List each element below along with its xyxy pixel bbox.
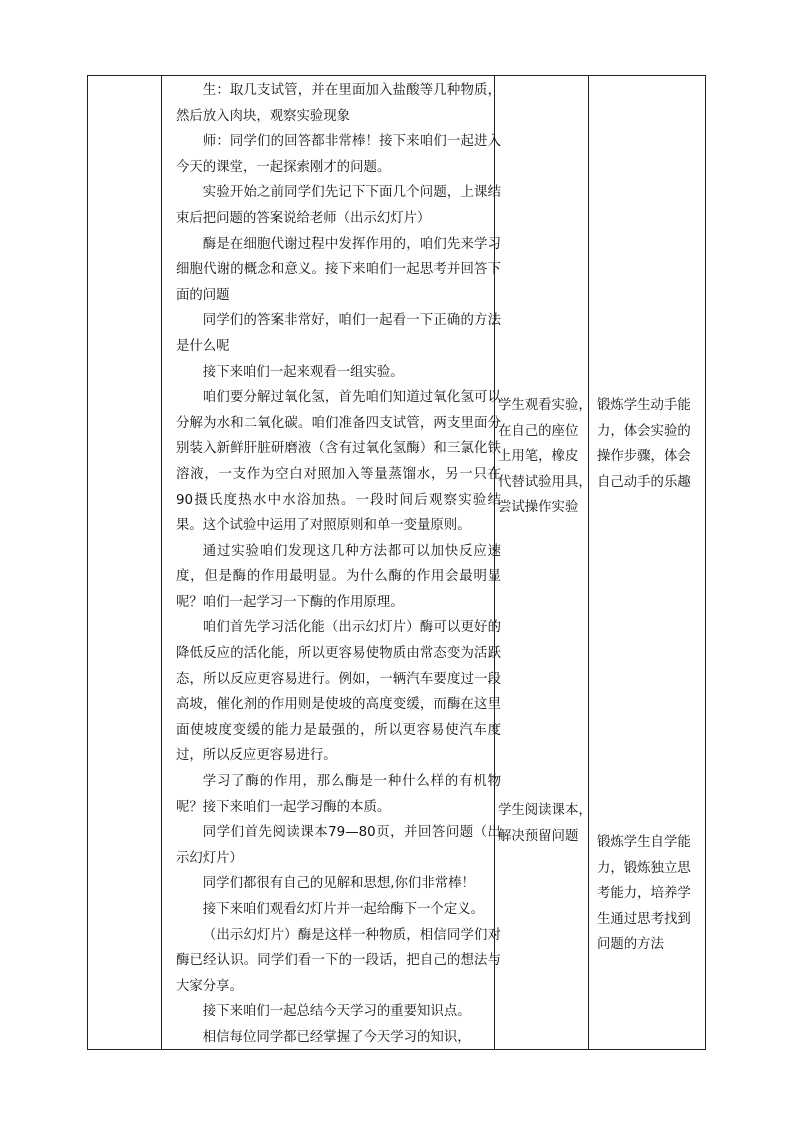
teaching-process-column xyxy=(168,76,509,1051)
paragraph: 相信每位同学都已经掌握了今天学习的知识， xyxy=(202,1029,471,1045)
paragraph: 学习了酶的作用，那么酶是一种什么样的有机物呢？接下来咱们一起学习酶的本质。 xyxy=(176,774,501,815)
paragraph: 接下来咱们一起总结今天学习的重要知识点。 xyxy=(202,1004,471,1020)
text-line: 操作步骤，体会 xyxy=(597,449,691,465)
paragraph: 师：同学们的回答都非常棒！接下来咱们一起进入今天的课堂，一起探索刚才的问题。 xyxy=(176,134,501,175)
text-line: 解决预留问题 xyxy=(498,828,579,844)
text-line: 学生阅读课本， xyxy=(498,803,592,818)
text-line: 自己动手的乐趣 xyxy=(597,474,691,490)
paragraph: 接下来咱们观看幻灯片并一起给酶下一个定义。 xyxy=(202,902,484,917)
text-line: 锻炼学生自学能 xyxy=(597,835,691,850)
paragraph: 同学们都很有自己的见解和思想,你们非常棒！ xyxy=(202,876,475,892)
paragraph: 实验开始之前同学们先记下下面几个问题，上课结束后把问题的答案说给老师（出示幻灯片） xyxy=(176,185,501,226)
column-divider xyxy=(588,76,589,1049)
column-divider xyxy=(161,76,162,1049)
text-line: 生通过思考找到 xyxy=(597,911,691,927)
paragraph: 通过实验咱们发现这几种方法都可以加快反应速度，但是酶的作用最明显。为什么酶的作用会最明显呢？咱们一起学习一下酶的作用原理。 xyxy=(176,543,501,610)
lesson-table xyxy=(87,75,706,1050)
text-line: 锻炼学生动手能 xyxy=(597,398,691,413)
text-line: 问题的方法 xyxy=(597,937,664,953)
paragraph: 接下来咱们一起来观看一组实验。 xyxy=(202,364,404,380)
text-line: 在自己的座位 xyxy=(498,423,579,439)
paragraph: 酶是在细胞代谢过程中发挥作用的，咱们先来学习细胞代谢的概念和意义。接下来咱们一起思考并回答下面的问题 xyxy=(176,236,501,303)
design-purpose-block-2 xyxy=(591,830,715,958)
paragraph: 咱们首先学习活化能（出示幻灯片）酶可以更好的降低反应的活化能，所以更容易使物质由常态变为活跃态，所以反应更容易进行。例如，一辆汽车要度过一段高坡，催化剂的作用则是使坡的高度变缓，而酶在这里面使坡度变缓的能力是最强的，所以更容易使汽车度过，所以反应更容易进行。 xyxy=(176,620,501,764)
student-activity-block-2 xyxy=(494,798,596,849)
paragraph: 生：取几支试管，并在里面加入盐酸等几种物质，然后放入肉块，观察实验现象 xyxy=(176,83,501,124)
text-line: 尝试操作实验 xyxy=(498,500,579,516)
paragraph: （出示幻灯片）酶是这样一种物质，相信同学们对酶已经认识。同学们看一下的一段话，把自己的想法与大家分享。 xyxy=(176,927,501,994)
text-line: 考能力，培养学 xyxy=(597,886,691,902)
text-line: 代替试验用具， xyxy=(498,474,592,490)
student-activity-block-1 xyxy=(494,393,596,521)
text-line: 学生观看实验， xyxy=(498,398,592,413)
text-line: 力，体会实验的 xyxy=(597,423,691,439)
text-line: 力，锻炼独立思 xyxy=(597,860,691,876)
paragraph: 同学们首先阅读课本79—80页，并回答问题（出示幻灯片） xyxy=(176,825,501,866)
text-line: 上用笔，橡皮 xyxy=(498,449,579,465)
paragraph: 咱们要分解过氧化氢，首先咱们知道过氧化氢可以分解为水和二氧化碳。咱们准备四支试管，两支里面分别装入新鲜肝脏研磨液（含有过氧化氢酶）和三氯化铁溶液，一支作为空白对照加入等量蒸馏水，另一只在90摄氏度热水中水浴加热。一段时间后观察实验结果。这个试验中运用了对照原则和单一变量原则。 xyxy=(176,390,501,534)
paragraph: 同学们的答案非常好，咱们一起看一下正确的方法是什么呢 xyxy=(176,313,501,354)
design-purpose-block-1 xyxy=(591,393,715,495)
